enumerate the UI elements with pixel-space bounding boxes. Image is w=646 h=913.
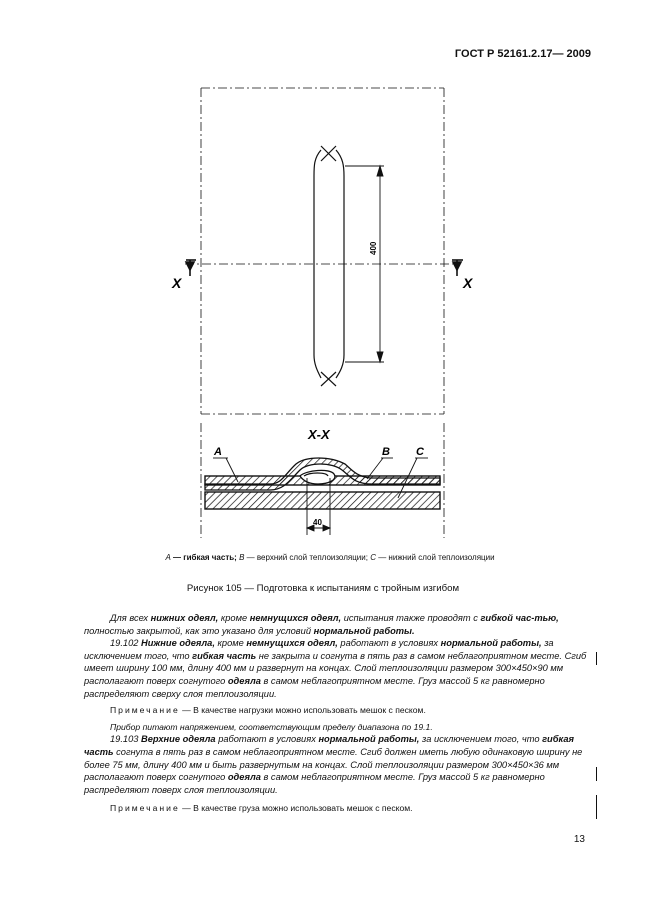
- legend-c-text: — нижний слой теплоизоляции: [378, 553, 495, 562]
- paragraph-voltage: Прибор питают напряжением, соответствующим пределу диапазона по 19.1.: [110, 721, 433, 732]
- figure-legend: [140, 551, 520, 564]
- paragraph-1: Для всех нижних одеял, кроме немнущихся одеял, испытания также проводят с гибкой час-тью, полностью закрытой, как это указано для условий нормальной работы.: [84, 613, 559, 636]
- legend-b-letter: B: [239, 553, 245, 562]
- standard-header: ГОСТ Р 52161.2.17— 2009: [454, 48, 591, 60]
- section-marker-left: [186, 260, 196, 276]
- legend-a-text: — гибкая часть;: [173, 553, 237, 562]
- top-view-outline: [185, 88, 460, 414]
- label-c: C: [416, 446, 424, 458]
- section-title: X-X: [308, 427, 330, 442]
- change-mark: [596, 767, 597, 781]
- section-mark-left: X: [172, 275, 182, 291]
- section-marker-right: [452, 260, 463, 276]
- body-text: [84, 612, 592, 815]
- change-mark: [596, 795, 597, 819]
- dimension-length-label: 400: [369, 241, 378, 255]
- change-mark: [596, 652, 597, 665]
- label-a: A: [214, 446, 222, 458]
- page-number: 13: [573, 834, 585, 845]
- dimension-width-label: 40: [313, 518, 322, 527]
- fold-outline: [314, 146, 344, 386]
- layer-c-lower-insulation: [205, 492, 440, 509]
- paragraph-19-102: 19.102 Нижние одеяла, кроме немнущихся одеял, работают в условиях нормальной работы, за исключением того, что гибкая часть не закрыта и согнута в пять раз в самом неблагоприятном месте. Сгиб имеет ширину 100 мм, длину 400 мм и развернут на концах. Слой теплоизоляции размером 300×450×90 мм располагают поверх согнутого одеяла в самом неблагоприятном месте. Груз массой 5 кг равномерно распределяют сверху слоя теплоизоляции.: [84, 638, 587, 699]
- note-2: Примечание — В качестве груза можно использовать мешок с песком.: [110, 803, 413, 814]
- figure-caption: Рисунок 105 — Подготовка к испытаниям с тройным изгибом: [186, 583, 460, 594]
- section-mark-right: X: [463, 275, 473, 291]
- legend-c-letter: C: [370, 553, 376, 562]
- legend-a-letter: A: [165, 553, 171, 562]
- note-1: Примечание — В качестве нагрузки можно использовать мешок с песком.: [110, 705, 426, 716]
- label-b: B: [382, 446, 390, 458]
- paragraph-19-103: 19.103 Верхние одеяла работают в условиях нормальной работы, за исключением того, что гибкая часть согнута в пять раз в самом неблагоприятном месте. Сгиб должен иметь любую одинаковую ширину не более 75 мм, длину 400 мм и быть развернутым на концах. Слой теплоизоляции размером 300×450×36 мм располагают поверх согнутого одеяла в самом неблагоприятном месте. Груз массой 5 кг равномерно распределяют поверх слоя теплоизоляции.: [84, 734, 583, 795]
- legend-b-text: — верхний слой теплоизоляции;: [246, 553, 368, 562]
